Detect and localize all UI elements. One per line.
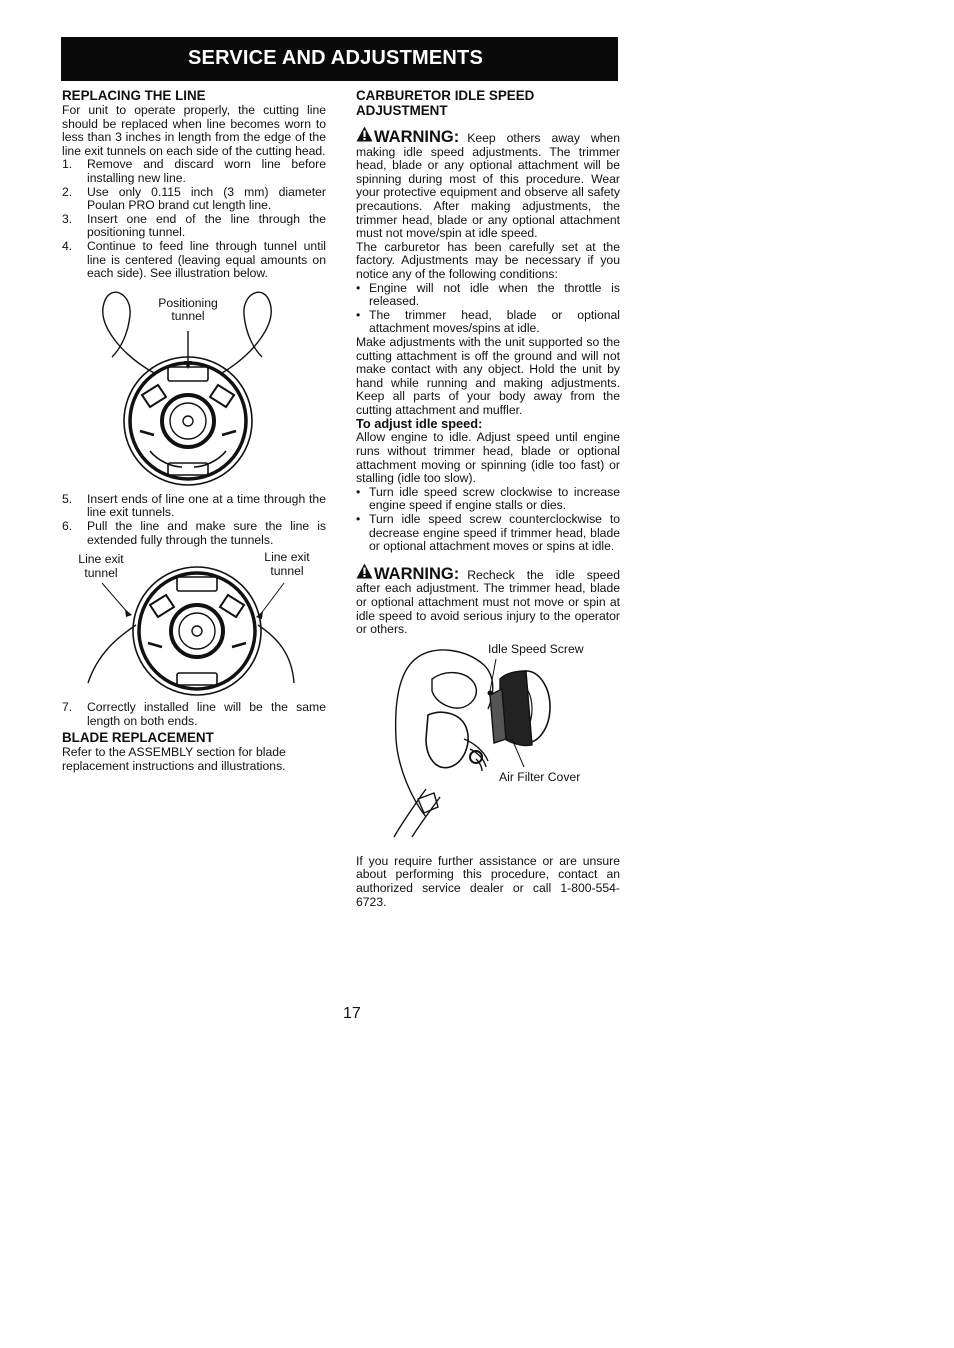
line-exit-tunnel-right-label: Line exit tunnel xyxy=(264,550,310,578)
blade-replacement-text: Refer to the ASSEMBLY section for blade replacement instructions and illustrations. xyxy=(62,745,286,773)
replacing-line-intro: For unit to operate properly, the cutting line should be replaced when line becomes worn to less than 3 inches in length from the edge of the line exit tunnels on each side of the cutting head. xyxy=(62,103,326,158)
air-filter-cover-label: Air Filter Cover xyxy=(499,769,581,784)
carburetor-para-2: Make adjustments with the unit supported so the cutting attachment is off the ground and will not make contact with any object. Hold the unit by hand while running and making adjustments. Keep all parts of your body away from the cutting attachment and muffler. xyxy=(356,334,620,417)
section-banner xyxy=(61,37,618,81)
list-item: • Engine will not idle when the throttle is released. xyxy=(356,280,620,309)
step-item: 6. Pull the line and make sure the line is extended fully through the tunnels. xyxy=(62,518,326,547)
left-column xyxy=(62,86,326,773)
line-exit-tunnel-left-label: Line exit tunnel xyxy=(78,552,124,580)
page-number: 17 xyxy=(343,1005,361,1022)
carburetor-para-1: The carburetor has been carefully set at the factory. Adjustments may be necessary if you notice any of the following conditions: xyxy=(356,239,620,281)
positioning-tunnel-label: Positioning tunnel xyxy=(158,295,218,324)
step-item: 2. Use only 0.115 inch (3 mm) diameter Poulan PRO brand cut length line. xyxy=(62,184,326,213)
closing-text: If you require further assistance or are unsure about performing this procedure, contact an authorized service dealer or call 1-800-554-6723. xyxy=(356,853,620,909)
list-item: • Turn idle speed screw clockwise to increase engine speed if engine stalls or dies. xyxy=(356,484,620,513)
step-item: 1. Remove and discard worn line before installing new line. xyxy=(62,157,326,185)
right-column xyxy=(356,86,620,909)
section-title: SERVICE AND ADJUSTMENTS xyxy=(188,47,484,69)
list-item: • The trimmer head, blade or optional attachment moves/spins at idle. xyxy=(356,307,620,336)
warning-1-title: WARNING: xyxy=(374,128,460,146)
warning-2-text: Recheck the idle speed after each adjustment. The trimmer head, blade or optional attachment must not move or spin at idle speed to avoid serious injury to the operator or others. xyxy=(356,567,620,637)
step-item: 3. Insert one end of the line through the positioning tunnel. xyxy=(62,211,326,240)
adjust-idle-subheading: To adjust idle speed: xyxy=(356,416,483,432)
blade-replacement-heading: BLADE REPLACEMENT xyxy=(62,730,214,746)
list-item: • Turn idle speed screw counterclockwise to decrease engine speed if trimmer head, blade or optional attachment moves or spins at idle. xyxy=(356,512,620,554)
carburetor-para-3: Allow engine to idle. Adjust speed until engine runs without trimmer head, blade or optional attachment moving or spinning (idle too fast) or stalling (idle too slow). xyxy=(356,430,620,486)
step-item: 7. Correctly installed line will be the same length on both ends. xyxy=(62,700,326,728)
figure-line-exit-tunnels xyxy=(62,550,326,698)
carburetor-heading: CARBURETOR IDLE SPEED ADJUSTMENT xyxy=(356,88,535,118)
figure-positioning-tunnel xyxy=(62,285,326,493)
warning-2 xyxy=(356,563,620,637)
replacing-line-heading: REPLACING THE LINE xyxy=(62,88,206,103)
idle-speed-screw-label: Idle Speed Screw xyxy=(488,641,584,656)
step-item: 5. Insert ends of line one at a time through the line exit tunnels. xyxy=(62,491,326,520)
step-item: 4. Continue to feed line through tunnel until line is centered (leaving equal amounts on each side). See illustration below. xyxy=(62,238,326,281)
replacing-steps-5-6 xyxy=(62,493,326,547)
engine-carburetor-drawing xyxy=(356,639,620,839)
replacing-step-7 xyxy=(62,701,326,728)
warning-triangle-icon xyxy=(356,126,373,142)
warning-2-title: WARNING: xyxy=(374,564,460,583)
warning-1-text: Keep others away when making idle speed adjustments. The trimmer head, blade or any optional attachment will be spinning during most of this procedure. Wear your protective equipment and observe all safety precautions. After making adjustments, the trimmer head, blade or any optional attachment must not move/spin at idle speed. xyxy=(356,131,620,241)
conditions-list xyxy=(356,282,620,336)
figure-idle-speed-screw xyxy=(356,639,620,839)
adjust-steps-list xyxy=(356,486,620,554)
replacing-steps-1-4 xyxy=(62,158,326,280)
warning-1 xyxy=(356,126,620,241)
warning-triangle-icon xyxy=(356,563,373,579)
